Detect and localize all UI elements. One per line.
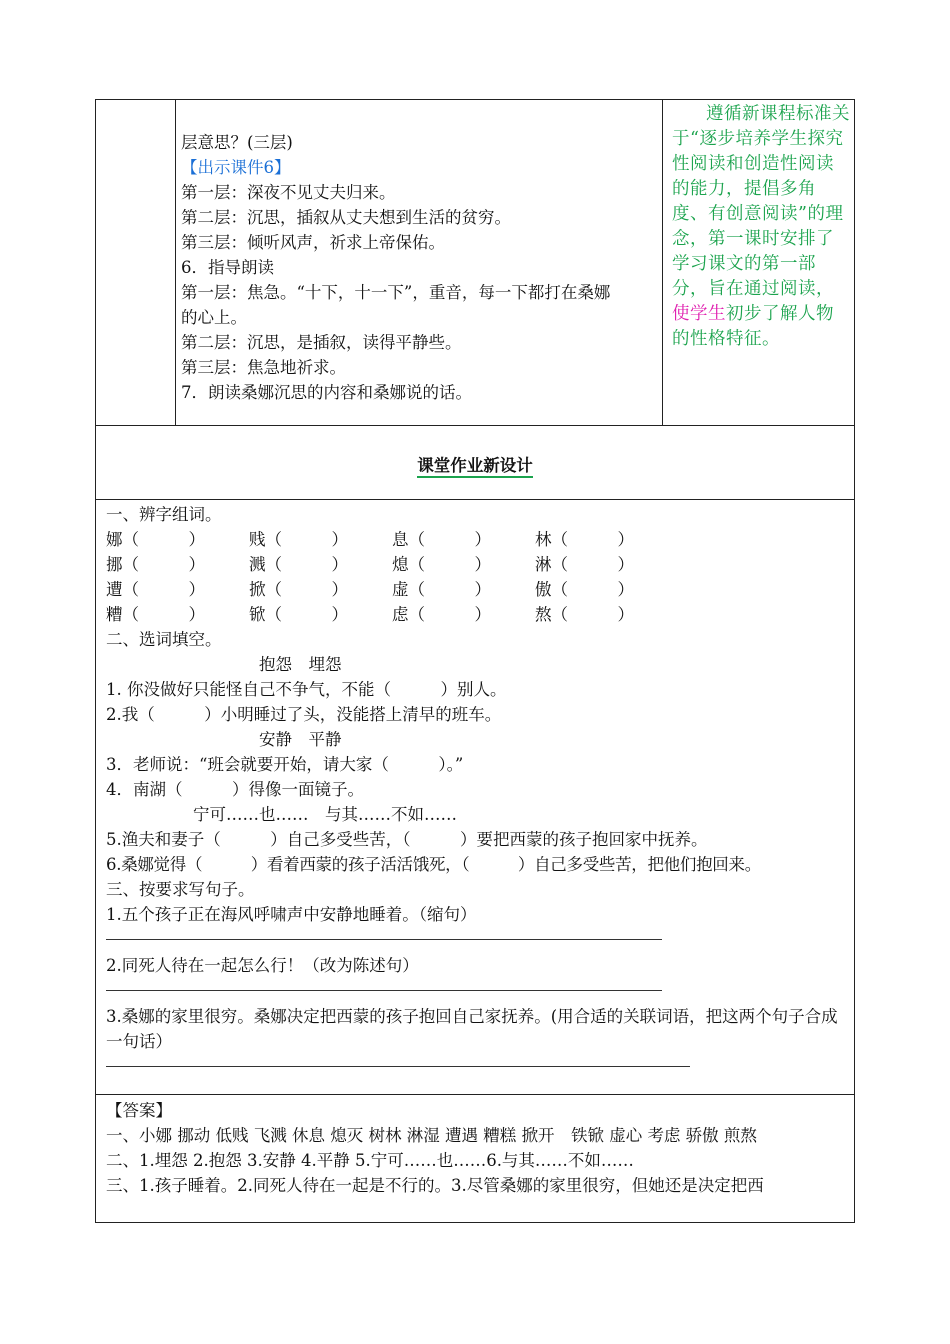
answer-line	[106, 1054, 690, 1067]
answer-part3: 三、1.孩子睡着。2.同死人待在一起是不行的。3.尽管桑娜的家里很穷，但她还是决定把西	[106, 1176, 764, 1195]
question: 1. 你没做好只能怪自己不争气，不能（ ）别人。	[106, 680, 507, 699]
column-divider-left	[175, 100, 176, 426]
char-row: 娜（ ） 贱（ ） 息（ ） 林（ ）	[106, 530, 634, 549]
design-note	[672, 102, 850, 352]
answer-line	[106, 978, 662, 991]
question: 4．南湖（ ）得像一面镜子。	[106, 780, 364, 799]
homework-body	[106, 502, 854, 1080]
answer-title: 【答案】	[106, 1101, 172, 1120]
row-divider-answers	[96, 1094, 854, 1095]
char-row: 糟（ ） 锨（ ） 虑（ ） 熬（ ）	[106, 605, 634, 624]
design-note-highlight: 使学生	[672, 304, 726, 324]
answer-key	[106, 1098, 854, 1198]
step-line: 第一层：深夜不见丈夫归来。	[181, 183, 396, 202]
char-row: 遭（ ） 掀（ ） 虚（ ） 傲（ ）	[106, 580, 634, 599]
lesson-table	[95, 99, 855, 1223]
question: 6.桑娜觉得（ ）看着西蒙的孩子活活饿死，（ ）自己多受些苦，把他们抱回来。	[106, 855, 761, 874]
word-choices: 宁可……也…… 与其……不如……	[193, 805, 457, 824]
sentence-task: 2.同死人待在一起怎么行！（改为陈述句）	[106, 956, 419, 975]
courseware-label: 【出示课件6】	[181, 158, 291, 177]
column-divider-right	[662, 100, 663, 426]
step-line: 7．朗读桑娜沉思的内容和桑娜说的话。	[181, 383, 472, 402]
step-line: 第一层：焦急。“十下，十一下”，重音，每一下都打在桑娜	[181, 283, 611, 302]
step-line: 第二层：沉思，插叙从丈夫想到生活的贫穷。	[181, 208, 511, 227]
answer-part2: 二、1.埋怨 2.抱怨 3.安静 4.平静 5.宁可……也……6.与其……不如……	[106, 1151, 634, 1170]
question: 5.渔夫和妻子（ ）自己多受些苦，（ ）要把西蒙的孩子抱回家中抚养。	[106, 830, 708, 849]
sentence-task: 3.桑娜的家里很穷。桑娜决定把西蒙的孩子抱回自己家抚养。(用合适的关联词语，把这两个句子合成一句话）	[106, 1007, 838, 1051]
sentence-task: 1.五个孩子正在海风呼啸声中安静地睡着。（缩句）	[106, 905, 477, 924]
step-line: 第二层：沉思，是插叙，读得平静些。	[181, 333, 462, 352]
row-divider-title	[96, 499, 854, 500]
word-choices: 安静 平静	[259, 730, 342, 749]
question: 2.我（ ）小明睡过了头，没能搭上清早的班车。	[106, 705, 502, 724]
char-row: 挪（ ） 溅（ ） 熄（ ） 淋（ ）	[106, 555, 634, 574]
question: 3．老师说：“班会就要开始，请大家（ ）。”	[106, 755, 464, 774]
answer-part1: 一、小娜 挪动 低贱 飞溅 休息 熄灭 树林 淋湿 遭遇 糟糕 掀开 铁锨 虚心 考虑 骄傲 煎熬	[106, 1126, 757, 1145]
part1-title: 一、辨字组词。	[106, 505, 222, 524]
section-title: 课堂作业新设计	[96, 452, 854, 476]
step-line: 第三层：倾听风声，祈求上帝保佑。	[181, 233, 445, 252]
part2-title: 二、选词填空。	[106, 630, 222, 649]
row-divider-top	[96, 425, 854, 426]
teaching-steps	[181, 130, 661, 405]
step-line: 第三层：焦急地祈求。	[181, 358, 346, 377]
word-choices: 抱怨 埋怨	[259, 655, 342, 674]
answer-line	[106, 927, 662, 940]
design-note-text-end: 初步了解人物的性格特征。	[672, 304, 834, 349]
design-note-text: 遵循新课程标准关于“逐步培养学生探究性阅读和创造性阅读的能力，提倡多角度、有创意阅读”的理念，第一课时安排了学习课文的第一部分，旨在通过阅读，	[672, 104, 850, 299]
step-line: 的心上。	[181, 308, 247, 327]
part3-title: 三、按要求写句子。	[106, 880, 255, 899]
step-line: 层意思？(三层)	[181, 133, 293, 152]
step-line: 6．指导朗读	[181, 258, 274, 277]
